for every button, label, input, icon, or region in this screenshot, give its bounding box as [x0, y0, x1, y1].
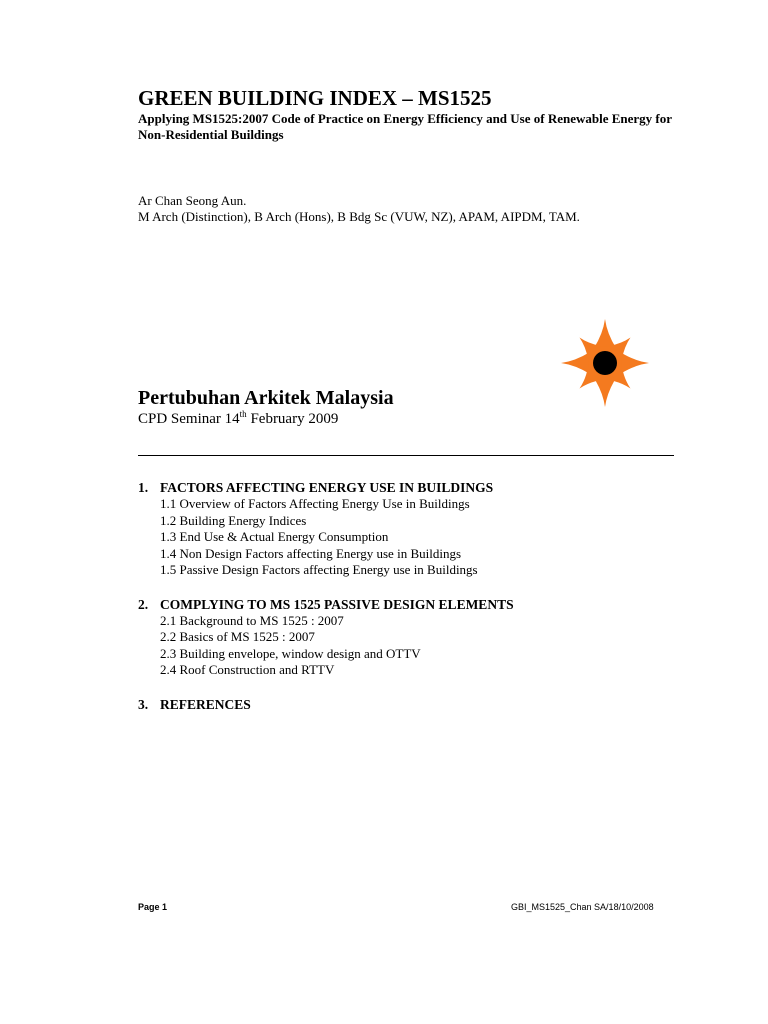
toc-section-title: COMPLYING TO MS 1525 PASSIVE DESIGN ELEMENTS [160, 596, 514, 612]
logo-ray [594, 319, 616, 348]
sun-star-logo-icon [560, 318, 650, 413]
logo-ray [620, 352, 649, 374]
document-title: GREEN BUILDING INDEX – MS1525 [138, 86, 492, 110]
logo-ray [594, 378, 616, 407]
document-subtitle: Applying MS1525:2007 Code of Practice on Energy Efficiency and Use of Renewable Energy for Non-Residential Buildings [138, 111, 672, 142]
footer-document-reference: GBI_MS1525_Chan SA/18/10/2008 [511, 902, 654, 912]
author-credentials: M Arch (Distinction), B Arch (Hons), B Bdg Sc (VUW, NZ), APAM, AIPDM, TAM. [138, 209, 580, 224]
toc-item: 1.5 Passive Design Factors affecting Energy use in Buildings [160, 562, 478, 577]
toc-section-title: FACTORS AFFECTING ENERGY USE IN BUILDINGS [160, 480, 494, 495]
toc-section-heading [138, 479, 698, 496]
horizontal-rule [138, 455, 674, 456]
toc-item: 2.1 Background to MS 1525 : 2007 [160, 612, 344, 628]
footer-page-number: Page 1 [138, 902, 168, 912]
seminar-superscript: th [239, 409, 247, 419]
toc-section-title: REFERENCES [160, 696, 251, 712]
organisation-name: Pertubuhan Arkitek Malaysia [138, 387, 394, 409]
toc-item: 2.2 Basics of MS 1525 : 2007 [160, 629, 315, 644]
toc-section-1 [138, 479, 698, 579]
seminar-line [138, 409, 338, 428]
toc-section-number: 3. [138, 696, 149, 712]
logo-center [593, 351, 617, 375]
toc-item: 1.4 Non Design Factors affecting Energy use in Buildings [160, 545, 462, 561]
author-name: Ar Chan Seong Aun. [138, 193, 247, 208]
toc-section-heading [138, 696, 698, 713]
toc-section-number: 2. [138, 596, 149, 612]
table-of-contents [138, 479, 698, 730]
toc-section-3 [138, 696, 698, 713]
seminar-suffix: February 2009 [246, 411, 339, 427]
toc-item: 1.2 Building Energy Indices [160, 512, 307, 528]
seminar-prefix: CPD Seminar 14 [138, 411, 240, 427]
toc-section-2 [138, 596, 698, 679]
toc-item: 2.4 Roof Construction and RTTV [160, 662, 335, 677]
toc-item: 1.3 End Use & Actual Energy Consumption [160, 529, 389, 544]
author-block [138, 193, 580, 225]
toc-section-heading [138, 596, 698, 613]
toc-item: 1.1 Overview of Factors Affecting Energy Use in Buildings [160, 496, 470, 511]
logo-ray [561, 352, 590, 374]
toc-item: 2.3 Building envelope, window design and OTTV [160, 645, 421, 661]
toc-section-number: 1. [138, 480, 149, 495]
